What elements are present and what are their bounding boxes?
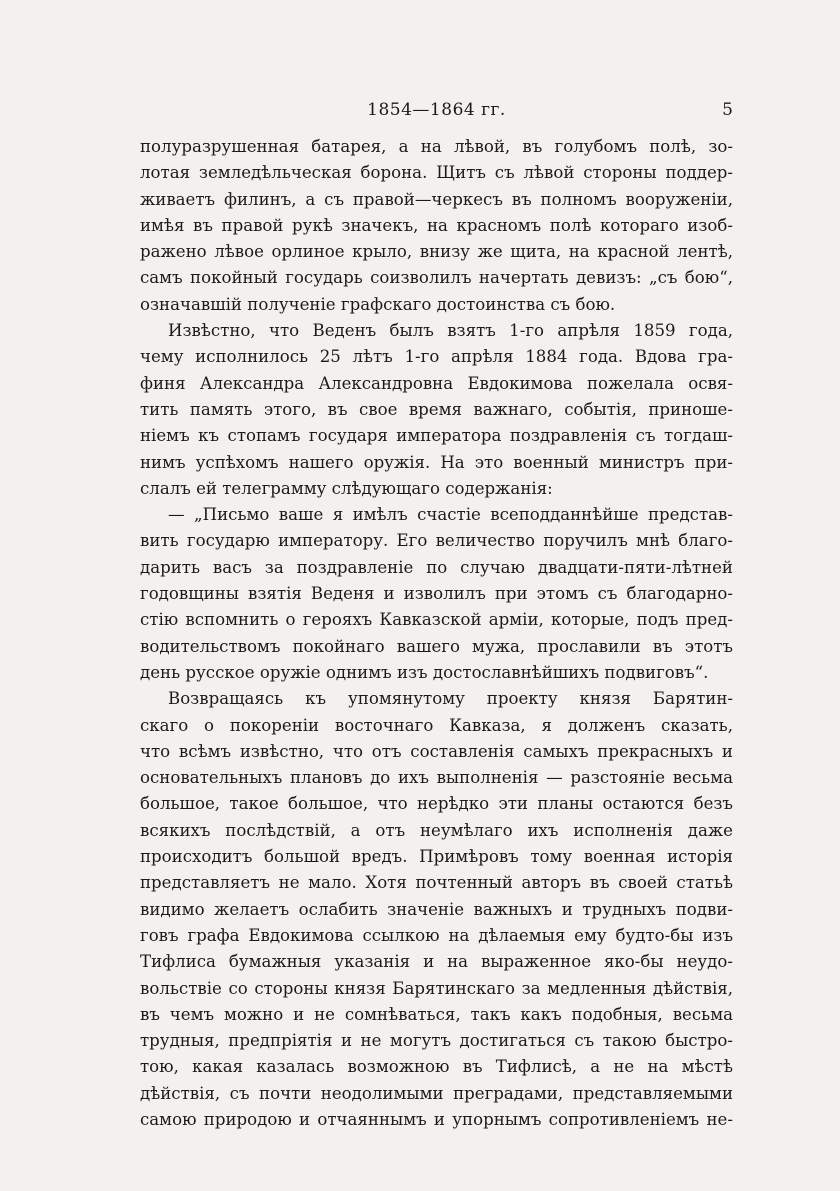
running-header — [140, 96, 733, 130]
text-line: Тифлиса бумажныя указанія и на выраженное яко-бы неудо- — [140, 952, 733, 972]
text-line: водительствомъ покойнаго вашего мужа, прославили въ этотъ — [140, 636, 733, 656]
text-line: дѣйствія, съ почти неодолимыми преградами, представляемыми — [140, 1083, 733, 1103]
text-line: годовщины взятія Веденя и изволилъ при этомъ съ благодарно- — [140, 584, 733, 604]
text-line: скаго о покореніи восточнаго Кавказа, я долженъ сказать, — [140, 715, 733, 735]
text-line: — „Письмо ваше я имѣлъ счастіе всеподданнѣйше представ- — [168, 505, 733, 525]
text-line: ражено лѣвое орлиное крыло, внизу же щита, на красной лентѣ, — [140, 242, 733, 262]
text-line: нимъ успѣхомъ нашего оружія. На это военный министръ при- — [140, 452, 733, 472]
text-line: означавшій полученіе графскаго достоинства съ бою. — [140, 294, 616, 314]
page-number: 5 — [722, 100, 733, 120]
text-line: слалъ ей телеграмму слѣдующаго содержанія: — [140, 478, 553, 498]
text-line: вить государю императору. Его величество поручилъ мнѣ благо- — [140, 531, 733, 551]
text-line: Возвращаясь къ упомянутому проекту князя Барятин- — [168, 689, 733, 709]
text-line: живаетъ филинъ, а съ правой—черкесъ въ полномъ вооруженіи, — [140, 189, 733, 209]
text-line: происходитъ большой вредъ. Примѣровъ тому военная исторія — [140, 847, 733, 867]
text-line: день русское оружіе однимъ изъ достославнѣйшихъ подвиговъ“. — [140, 662, 709, 682]
text-line: представляетъ не мало. Хотя почтенный авторъ въ своей статьѣ — [140, 873, 733, 893]
text-line: самою природою и отчаяннымъ и упорнымъ сопротивленіемъ не- — [140, 1109, 733, 1129]
text-line: чему исполнилось 25 лѣтъ 1-го апрѣля 1884 года. Вдова гра- — [140, 347, 733, 367]
running-title: 1854—1864 гг. — [367, 100, 506, 120]
text-line: стію вспомнить о герояхъ Кавказской арміи, которые, подъ пред- — [140, 610, 733, 630]
text-line: большое, такое большое, что нерѣдко эти планы остаются безъ — [140, 794, 733, 814]
text-line: полуразрушенная батарея, а на лѣвой, въ голубомъ полѣ, зо- — [140, 137, 733, 156]
book-page — [140, 96, 733, 1133]
text-line: въ чемъ можно и не сомнѣваться, такъ какъ подобныя, весьма — [140, 1004, 733, 1024]
text-line: тою, какая казалась возможною въ Тифлисѣ, а не на мѣстѣ — [140, 1057, 733, 1077]
text-line: вольствіе со стороны князя Барятинскаго за медленныя дѣйствія, — [140, 978, 733, 998]
text-line: имѣя въ правой рукѣ значекъ, на красномъ полѣ котораго изоб- — [140, 215, 733, 235]
text-line: Извѣстно, что Веденъ былъ взятъ 1-го апрѣля 1859 года, — [168, 321, 733, 341]
text-line: финя Александра Александровна Евдокимова пожелала освя- — [140, 373, 733, 393]
body-text — [140, 134, 733, 1133]
text-line: ніемъ къ стопамъ государя императора поздравленія съ тогдаш- — [140, 426, 733, 446]
text-line: трудныя, предпріятія и не могутъ достигаться съ такою быстро- — [140, 1031, 733, 1051]
text-line: всякихъ послѣдствій, а отъ неумѣлаго ихъ исполненія даже — [140, 820, 733, 840]
text-line: что всѣмъ извѣстно, что отъ составленія самыхъ прекрасныхъ и — [140, 741, 733, 761]
text-line: видимо желаетъ ослабить значеніе важныхъ и трудныхъ подви- — [140, 899, 733, 919]
text-line: дарить васъ за поздравленіе по случаю двадцати-пяти-лѣтней — [140, 557, 733, 577]
text-line: лотая земледѣльческая борона. Щитъ съ лѣвой стороны поддер- — [140, 163, 733, 183]
text-line: говъ графа Евдокимова ссылкою на дѣлаемыя ему будто-бы изъ — [140, 925, 733, 945]
text-line: основательныхъ плановъ до ихъ выполненія — разстояніе весьма — [140, 768, 733, 788]
text-line: самъ покойный государь соизволилъ начертать девизъ: „съ бою“, — [140, 268, 733, 288]
text-line: тить память этого, въ свое время важнаго, событія, приноше- — [140, 399, 733, 419]
